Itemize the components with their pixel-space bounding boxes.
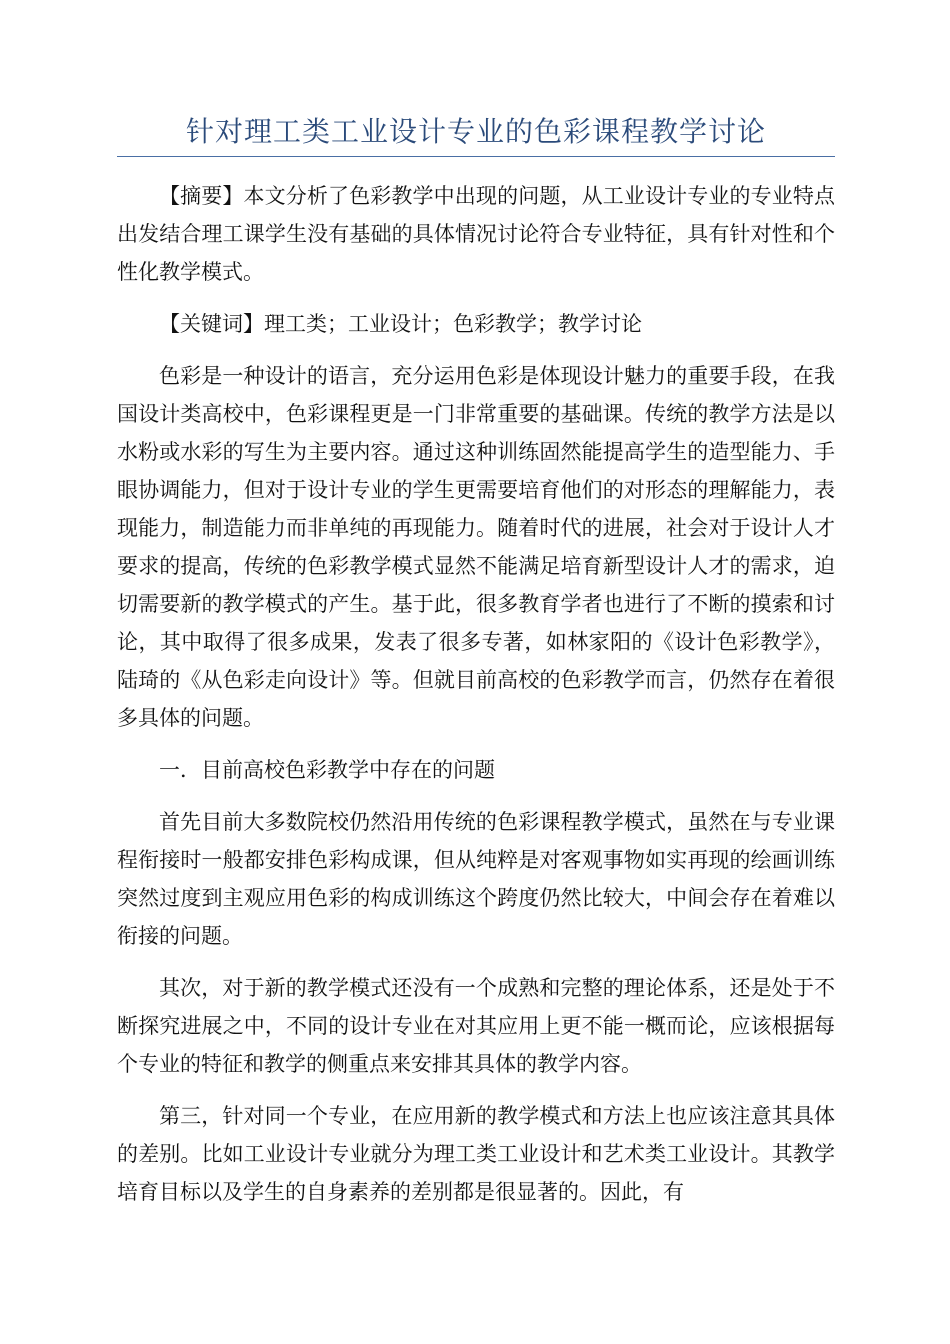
body-paragraph: 首先目前大多数院校仍然沿用传统的色彩课程教学模式，虽然在与专业课程衔接时一般都安排色彩构成课，但从纯粹是对客观事物如实再现的绘画训练突然过度到主观应用色彩的构成训练这个跨度仍然比较大，中间会存在着难以衔接的问题。 (117, 810, 835, 948)
title-underline (117, 156, 835, 157)
document-body (117, 177, 835, 1225)
document-title: 针对理工类工业设计专业的色彩课程教学讨论 (185, 115, 766, 148)
keywords-paragraph: 【关键词】理工类；工业设计；色彩教学；教学讨论 (159, 312, 642, 336)
body-paragraph: 其次，对于新的教学模式还没有一个成熟和完整的理论体系，还是处于不断探究进展之中，不同的设计专业在对其应用上更不能一概而论，应该根据每个专业的特征和教学的侧重点来安排其具体的教学内容。 (117, 976, 835, 1076)
body-paragraph: 第三，针对同一个专业，在应用新的教学模式和方法上也应该注意其具体的差别。比如工业设计专业就分为理工类工业设计和艺术类工业设计。其教学培育目标以及学生的自身素养的差别都是很显著的。因此，有 (117, 1104, 835, 1204)
section-heading: 一．目前高校色彩教学中存在的问题 (159, 758, 495, 782)
intro-paragraph: 色彩是一种设计的语言，充分运用色彩是体现设计魅力的重要手段，在我国设计类高校中，色彩课程更是一门非常重要的基础课。传统的教学方法是以水粉或水彩的写生为主要内容。通过这种训练固然能提高学生的造型能力、手眼协调能力，但对于设计专业的学生更需要培育他们的对形态的理解能力，表现能力，制造能力而非单纯的再现能力。随着时代的进展，社会对于设计人才要求的提高，传统的色彩教学模式显然不能满足培育新型设计人才的需求，迫切需要新的教学模式的产生。基于此，很多教育学者也进行了不断的摸索和讨论，其中取得了很多成果，发表了很多专著，如林家阳的《设计色彩教学》，陆琦的《从色彩走向设计》等。但就目前高校的色彩教学而言，仍然存在着很多具体的问题。 (117, 364, 835, 730)
title-block (117, 112, 835, 157)
abstract-paragraph: 【摘要】本文分析了色彩教学中出现的问题，从工业设计专业的专业特点出发结合理工课学生没有基础的具体情况讨论符合专业特征，具有针对性和个性化教学模式。 (117, 184, 835, 284)
